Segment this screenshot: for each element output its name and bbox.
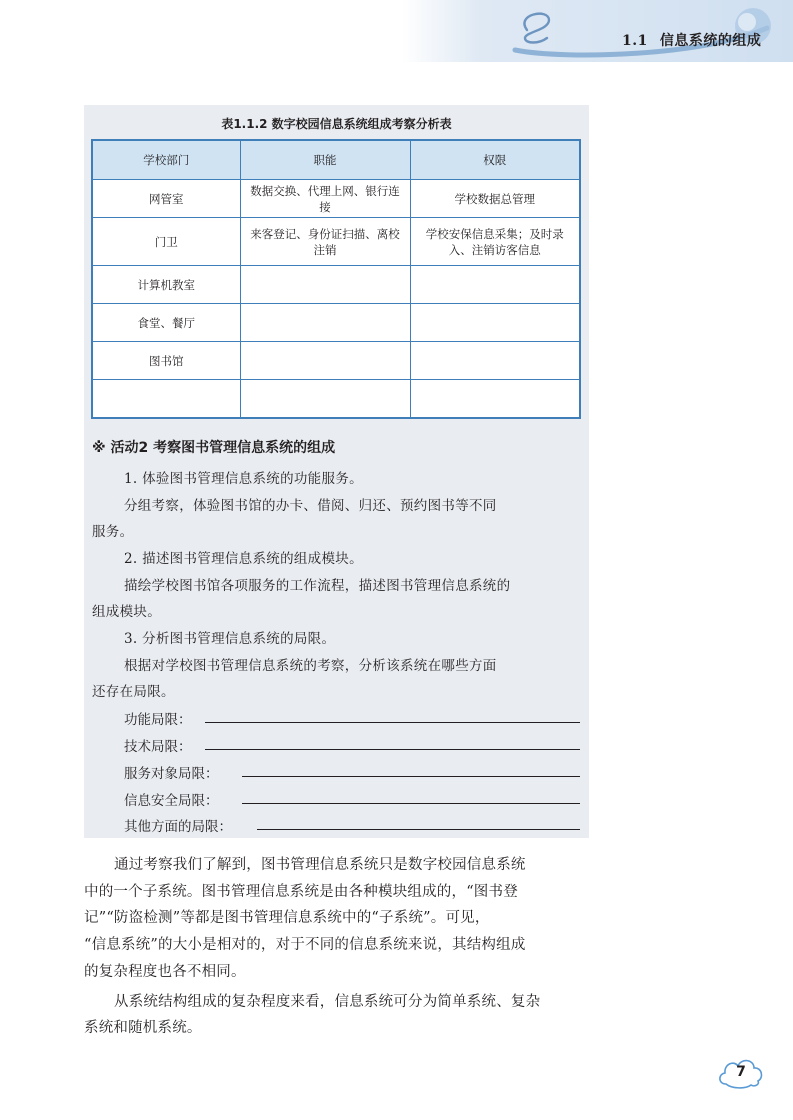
table-cell: 数据交换、代理上网、银行连接 — [240, 180, 410, 218]
table-cell: 学校安保信息采集；及时录入、注销访客信息 — [410, 218, 580, 266]
table-cell: 食堂、餐厅 — [92, 304, 240, 342]
table-cell — [92, 380, 240, 418]
table-row — [92, 304, 580, 342]
table-row — [92, 180, 580, 218]
table-header-cell: 职能 — [240, 140, 410, 180]
answer-line[interactable] — [242, 803, 580, 804]
activity-step: 2. 描述图书管理信息系统的组成模块。 — [124, 551, 363, 567]
section-title: 信息系统的组成 — [659, 33, 762, 49]
table-cell: 图书馆 — [92, 342, 240, 380]
answer-line[interactable] — [205, 749, 580, 750]
body-text: 通过考察我们了解到，图书管理信息系统只是数字校园信息系统 — [114, 857, 526, 873]
table-cell — [410, 266, 580, 304]
body-text: “信息系统”的大小是相对的，对于不同的信息系统来说，其结构组成 — [84, 937, 526, 953]
analysis-table — [91, 139, 581, 419]
blank-label-technical: 技术局限： — [124, 739, 192, 755]
blank-label-other: 其他方面的局限： — [124, 819, 232, 835]
activity-text: 根据对学校图书管理信息系统的考察，分析该系统在哪些方面 — [124, 658, 497, 674]
table-header-cell: 权限 — [410, 140, 580, 180]
activity-text: 服务。 — [92, 524, 134, 540]
table-cell — [240, 304, 410, 342]
blank-label-service: 服务对象局限： — [124, 766, 219, 782]
table-cell — [240, 380, 410, 418]
table-cell: 网管室 — [92, 180, 240, 218]
table-cell — [410, 342, 580, 380]
body-text: 中的一个子系统。图书管理信息系统是由各种模块组成的，“图书登 — [84, 884, 518, 900]
section-number: 1.1 — [622, 33, 648, 49]
table-cell: 来客登记、身份证扫描、离校注销 — [240, 218, 410, 266]
table-cell — [240, 266, 410, 304]
table-row — [92, 342, 580, 380]
table-header-row — [92, 140, 580, 180]
table-caption: 表1.1.2 数字校园信息系统组成考察分析表 — [221, 117, 452, 131]
blank-label-function: 功能局限： — [124, 712, 192, 728]
header-section-title — [622, 30, 761, 50]
body-text: 系统和随机系统。 — [84, 1020, 202, 1036]
activity-step: 1. 体验图书管理信息系统的功能服务。 — [124, 471, 363, 487]
table-row — [92, 218, 580, 266]
table-cell: 计算机教室 — [92, 266, 240, 304]
activity-step: 3. 分析图书管理信息系统的局限。 — [124, 631, 336, 647]
page-number: 7 — [736, 1064, 746, 1080]
table-cell — [410, 304, 580, 342]
table-cell: 学校数据总管理 — [410, 180, 580, 218]
table-cell — [410, 380, 580, 418]
table-cell: 门卫 — [92, 218, 240, 266]
activity-text: 还存在局限。 — [92, 684, 175, 700]
body-text: 记”“防盗检测”等都是图书管理信息系统中的“子系统”。可见， — [84, 910, 490, 926]
activity-heading: ※ 活动2 考察图书管理信息系统的组成 — [92, 440, 336, 456]
blank-label-security: 信息安全局限： — [124, 793, 219, 809]
table-row — [92, 380, 580, 418]
activity-text: 组成模块。 — [92, 604, 161, 620]
table-cell — [240, 342, 410, 380]
table-row — [92, 266, 580, 304]
answer-line[interactable] — [257, 829, 580, 830]
activity-text: 分组考察，体验图书馆的办卡、借阅、归还、预约图书等不同 — [124, 498, 497, 514]
activity-text: 描绘学校图书馆各项服务的工作流程，描述图书管理信息系统的 — [124, 578, 511, 594]
body-text: 的复杂程度也各不相同。 — [84, 964, 246, 980]
body-text: 从系统结构组成的复杂程度来看，信息系统可分为简单系统、复杂 — [114, 994, 541, 1010]
answer-line[interactable] — [205, 722, 580, 723]
answer-line[interactable] — [242, 776, 580, 777]
table-header-cell: 学校部门 — [92, 140, 240, 180]
